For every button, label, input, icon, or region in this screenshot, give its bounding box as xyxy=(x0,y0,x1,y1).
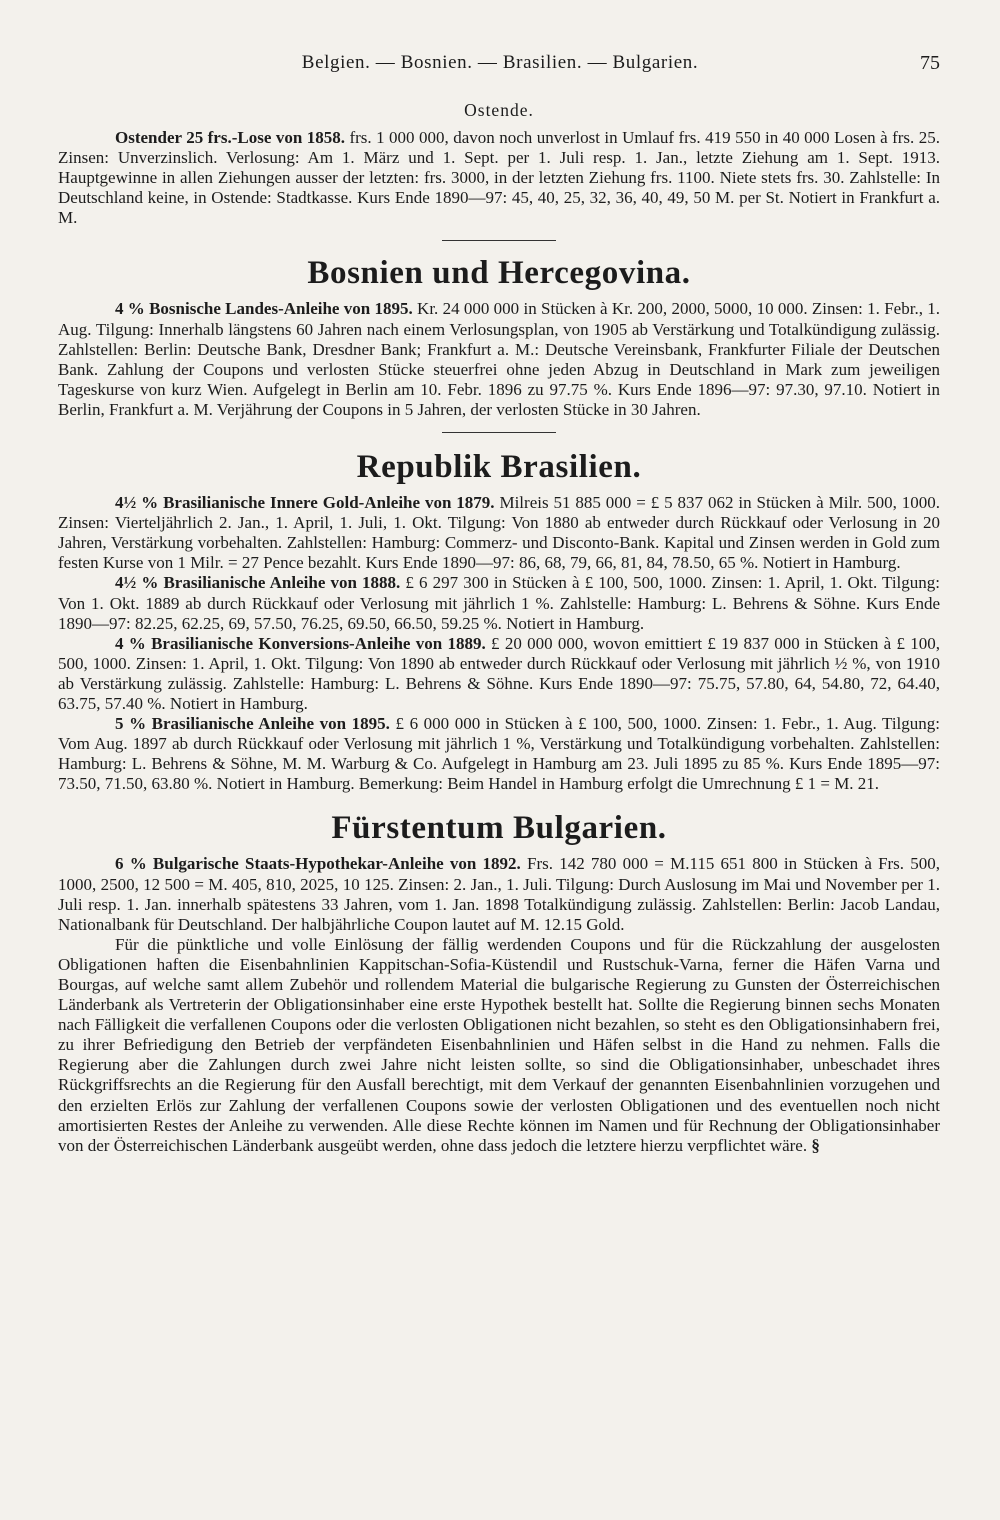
bulgarien-lead: 6 % Bulgarische Staats-Hypothekar-Anleihe von 1892. xyxy=(115,854,521,874)
bosnien-entry xyxy=(58,299,940,420)
brasilien-loan-text: Milreis 51 885 000 = £ 5 837 062 in Stücken à Milr. 500, 1000. Zinsen: Vierteljährlich 2. Jan., 1. April, 1. Juli, 1. Okt. Tilgung: Von 1880 ab entweder durch Rückkauf oder Verlosung in 20 Jahren, Verstärkung vorbehalten. Zahlstellen: Hamburg: Commerz- und Disconto-Bank. Kapital und Zinsen werden in Gold zum festen Kurse von 1 Milr. = 27 Pence bezahlt. Kurs Ende 1890—97: 86, 68, 79, 66, 81, 84, 78.50, 65 %. Notiert in Hamburg. xyxy=(58,493,940,573)
brasilien-loan-lead: 4 % Brasilianische Konversions-Anleihe von 1889. xyxy=(115,633,486,653)
section-divider xyxy=(442,240,556,241)
running-title: Belgien. — Bosnien. — Brasilien. — Bulgarien. xyxy=(301,52,699,73)
page-number: 75 xyxy=(920,52,940,74)
brasilien-loan-entry xyxy=(58,573,940,633)
ostende-entry xyxy=(58,128,940,228)
bosnien-text: Kr. 24 000 000 in Stücken à Kr. 200, 2000, 5000, 10 000. Zinsen: 1. Febr., 1. Aug. Tilgung: Innerhalb längstens 60 Jahren nach einem Verlosungsplan, von 1905 ab Verstärkung und Totalkündigung zulässig. Zahlstellen: Berlin: Deutsche Bank, Dresdner Bank; Frankfurt a. M.: Deutsche Vereinsbank, Frankfurter Filiale der Deutschen Bank. Zahlung der Coupons und verlosten Stücke steuerfrei ohne jeden Abzug in Deutschland in Mark zum jeweiligen Tageskurse von kurz Wien. Aufgelegt in Berlin am 10. Febr. 1896 zu 97.75 %. Kurs Ende 1896—97: 97.30, 97.10. Notiert in Berlin, Frankfurt a. M. Verjährung der Coupons in 5 Jahren, der verlosten Stücke in 30 Jahren. xyxy=(58,299,940,419)
bulgarien-paragraph-2 xyxy=(58,935,940,1156)
brasilien-loan-entry xyxy=(58,493,940,573)
bosnien-title: Bosnien und Hercegovina. xyxy=(307,255,691,292)
page-header xyxy=(60,52,940,82)
bulgarien-paragraph-2-text: Für die pünktliche und volle Einlösung der fällig werdenden Coupons und für die Rückzahlung der ausgelosten Obligationen haften die Eisenbahnlinien Kappitschan-Sofia-Küstendil und Rustschuk-Varna, ferner die Häfen Varna und Bourgas, auf welche samt allem Zubehör und rollendem Material die bulgarische Regierung zu Gunsten der Österreichischen Länderbank als Vertreterin der Obligationsinhaber eine erste Hypothek bestellt hat. Sollte die Regierung binnen sechs Monaten nach Fälligkeit die verfallenen Coupons oder die verlosten Obligationen nicht bezahlen, so steht es den Obligationsinhabern frei, zu ihrer Befriedigung den Betrieb der verpfändeten Eisenbahnlinien und Häfen selbst in die Hand zu nehmen. Falls die Regierung aber die Zahlungen durch zwei Jahre nicht leisten sollte, so sind die Obligationsinhaber, unbeschadet ihres Rückgriffsrechts an die Regierung für den Ausfall berechtigt, mit dem Verkauf der genannten Eisenbahnlinien vorzugehen und den erzielten Erlös zur Zahlung der verfallenen Coupons sowie der verlosten Obligationen und des eventuellen noch nicht amortisierten Restes der Anleihe zu verwenden. Alle diese Rechte können im Namen und für Rechnung der Obligationsinhaber von der Österreichischen Länderbank ausgeübt werden, ohne dass jedoch die letztere hierzu verpflichtet wäre. xyxy=(58,934,940,1155)
ostende-heading: Ostende. xyxy=(464,100,534,120)
brasilien-title: Republik Brasilien. xyxy=(356,449,642,486)
bulgarien-title: Fürstentum Bulgarien. xyxy=(331,810,667,847)
bosnien-lead: 4 % Bosnische Landes-Anleihe von 1895. xyxy=(115,299,413,319)
brasilien-loan-text: £ 20 000 000, wovon emittiert £ 19 837 000 in Stücken à £ 100, 500, 1000. Zinsen: 1. April, 1. Okt. Tilgung: Von 1890 ab entweder durch Rückkauf oder Verlosung mit jährlich ½ %, von 1910 ab Verstärkung zulässig. Zahlstelle: Hamburg: L. Behrens & Söhne. Kurs Ende 1890—97: 75.75, 57.80, 64, 54.80, 72, 64.40, 63.75, 57.40 %. Notiert in Hamburg. xyxy=(58,633,940,713)
brasilien-loan-lead: 4½ % Brasilianische Innere Gold-Anleihe von 1879. xyxy=(115,493,495,513)
page-body xyxy=(58,100,940,1156)
end-mark: § xyxy=(811,1135,820,1155)
brasilien-loan-entry xyxy=(58,634,940,714)
ostende-lead: Ostender 25 frs.-Lose von 1858. xyxy=(115,128,345,147)
section-divider xyxy=(442,432,556,433)
brasilien-loan-text: £ 6 297 300 in Stücken à £ 100, 500, 1000. Zinsen: 1. April, 1. Okt. Tilgung: Von 1. Okt. 1889 ab durch Rückkauf oder Verlosung mit jährlich 1 %. Zahlstelle: Hamburg: L. Behrens & Söhne. Kurs Ende 1890—97: 82.25, 62.25, 69, 57.50, 76.25, 69.50, 66.50, 59.25 %. Notiert in Hamburg. xyxy=(58,573,941,633)
ostende-text: frs. 1 000 000, davon noch unverlost in Umlauf frs. 419 550 in 40 000 Losen à frs. 25. Zinsen: Unverzinslich. Verlosung: Am 1. März und 1. Sept. per 1. Juli resp. 1. Jan., letzte Ziehung am 1. Sept. 1913. Hauptgewinne in allen Ziehungen ausser der letzten: frs. 3000, in der letzten Ziehung frs. 1100. Niete stets frs. 30. Zahlstelle: In Deutschland keine, in Ostende: Stadtkasse. Kurs Ende 1890—97: 45, 40, 25, 32, 36, 40, 49, 50 M. per St. Notiert in Frankfurt a. M. xyxy=(58,128,940,228)
brasilien-loan-entry xyxy=(58,714,940,794)
brasilien-loan-lead: 4½ % Brasilianische Anleihe von 1888. xyxy=(115,573,401,593)
bulgarien-entry xyxy=(58,854,940,934)
brasilien-loan-lead: 5 % Brasilianische Anleihe von 1895. xyxy=(115,714,390,734)
brasilien-loan-text: £ 6 000 000 in Stücken à £ 100, 500, 1000. Zinsen: 1. Febr., 1. Aug. Tilgung: Vom Aug. 1897 ab durch Rückkauf oder Verlosung mit jährlich 1 %, Verstärkung und Totalkündigung vorbehalten. Zahlstellen: Hamburg: L. Behrens & Söhne, M. M. Warburg & Co. Aufgelegt in Hamburg am 23. Juli 1895 zu 85 %. Kurs Ende 1895—97: 73.50, 71.50, 63.80 %. Notiert in Hamburg. Bemerkung: Beim Handel in Hamburg erfolgt die Umrechnung £ 1 = M. 21. xyxy=(58,714,940,794)
bulgarien-text: Frs. 142 780 000 = M.115 651 800 in Stücken à Frs. 500, 1000, 2500, 12 500 = M. 405, 810, 2025, 10 125. Zinsen: 2. Jan., 1. Juli. Tilgung: Durch Auslosung im Mai und November per 1. Juli resp. 1. Jan. innerhalb spätestens 33 Jahren, vom 1. Jan. 1898 Totalkündigung zulässig. Zahlstellen: Berlin: Jacob Landau, Nationalbank für Deutschland. Der halbjährliche Coupon lautet auf M. 12.15 Gold. xyxy=(58,854,941,934)
